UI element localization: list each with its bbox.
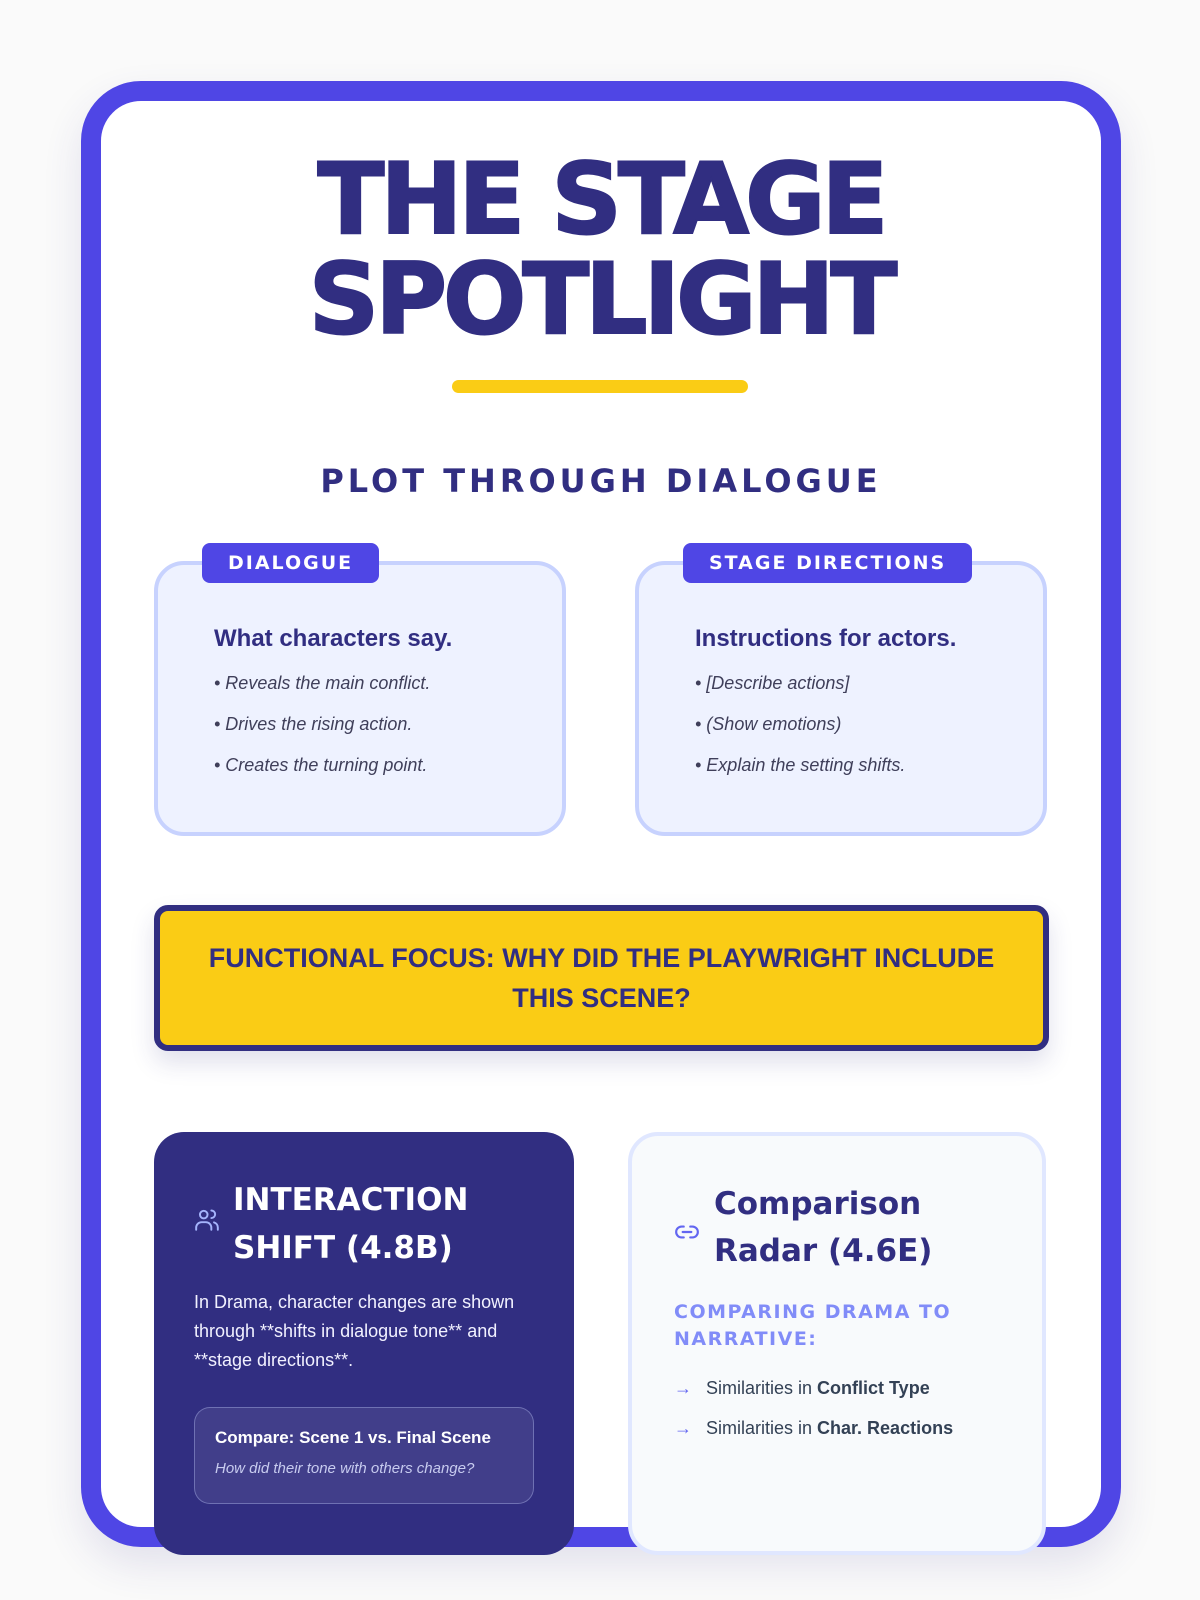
link-icon <box>674 1219 700 1245</box>
users-icon <box>194 1207 220 1233</box>
comparison-list <box>674 1376 953 1456</box>
compare-title: Compare: Scene 1 vs. Final Scene <box>215 1428 491 1447</box>
list-item: • (Show emotions) <box>695 714 842 734</box>
list-item <box>674 1416 953 1456</box>
comparison-kicker: COMPARING DRAMA TO NARRATIVE: <box>674 1301 952 1350</box>
stage-directions-heading: Instructions for actors. <box>695 625 957 652</box>
list-item: • Reveals the main conflict. <box>214 673 431 693</box>
comparison-radar-panel <box>628 1132 1046 1555</box>
comparison-item-prefix: Similarities in <box>706 1418 818 1438</box>
title-line-1: THE STAGE <box>317 143 885 257</box>
stage-directions-tag: STAGE DIRECTIONS <box>683 543 972 583</box>
comparison-item-bold: Char. Reactions <box>817 1418 954 1438</box>
list-item <box>674 1376 953 1416</box>
interaction-shift-title <box>233 1176 553 1272</box>
compare-box <box>194 1407 534 1504</box>
page-title <box>81 143 1121 357</box>
interaction-shift-panel <box>154 1132 574 1555</box>
dialogue-box <box>154 552 566 836</box>
stage-directions-list <box>695 671 905 794</box>
comparison-title-line-2: Radar (4.6E) <box>714 1233 933 1269</box>
interaction-title-line-1: INTERACTION <box>233 1182 469 1218</box>
comparison-item-prefix: Similarities in <box>706 1378 818 1398</box>
arrow-right-icon: → <box>674 1378 692 1398</box>
comparison-radar-title <box>714 1181 1014 1275</box>
dialogue-list <box>214 671 430 794</box>
functional-focus-text: FUNCTIONAL FOCUS: WHY DID THE PLAYWRIGHT INCLUDE THIS SCENE? <box>208 943 995 1013</box>
list-item: • Explain the setting shifts. <box>695 755 906 775</box>
title-underline <box>452 380 748 393</box>
stage-directions-box <box>635 552 1047 836</box>
section-heading: PLOT THROUGH DIALOGUE <box>320 462 882 500</box>
comparison-item-bold: Conflict Type <box>817 1378 930 1398</box>
functional-focus-banner <box>154 905 1049 1051</box>
list-item: • Drives the rising action. <box>214 714 413 734</box>
interaction-description: In Drama, character changes are shown through **shifts in dialogue tone** and **stage directions**. <box>194 1292 515 1370</box>
dialogue-tag: DIALOGUE <box>202 543 379 583</box>
comparison-title-line-1: Comparison <box>714 1186 922 1222</box>
compare-question: How did their tone with others change? <box>215 1460 475 1477</box>
dialogue-heading: What characters say. <box>214 625 453 652</box>
arrow-right-icon: → <box>674 1418 692 1438</box>
title-line-2: SPOTLIGHT <box>308 243 894 357</box>
list-item: • Creates the turning point. <box>214 755 428 775</box>
list-item: • [Describe actions] <box>695 673 850 693</box>
interaction-title-line-2: SHIFT (4.8B) <box>233 1230 453 1266</box>
